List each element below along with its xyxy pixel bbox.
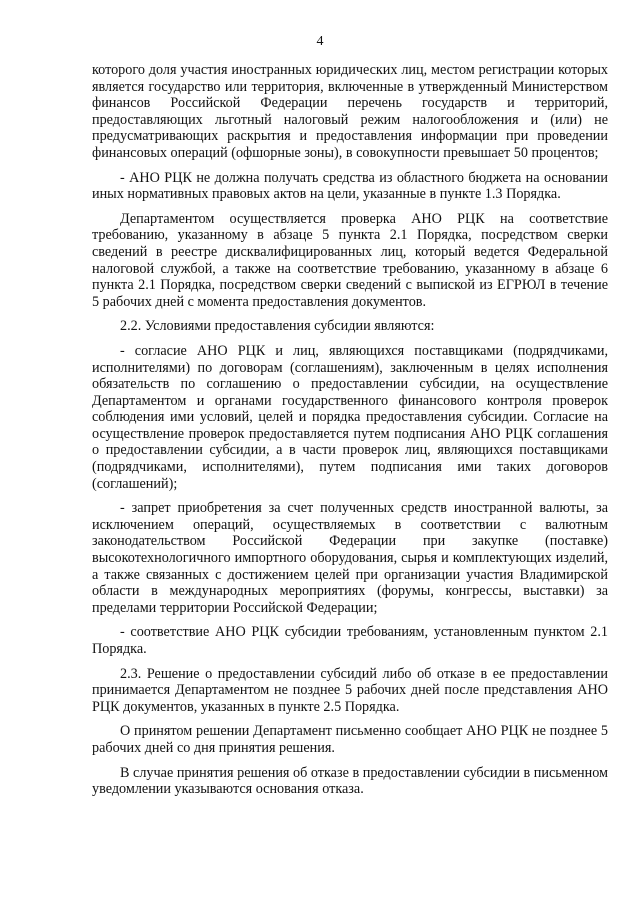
paragraph-budget-restriction: - АНО РЦК не должна получать средства из областного бюджета на основании иных нормативных правовых актов на цели, указанные в пункте 1.3 Порядка. [92,169,608,203]
page-number: 4 [316,34,324,49]
paragraph-refusal-grounds: В случае принятия решения об отказе в предоставлении субсидии в письменном уведомлении указываются основания отказа. [92,764,608,798]
paragraph-department-check: Департаментом осуществляется проверка АНО РЦК на соответствие требованию, указанному в абзаце 5 пункта 2.1 Порядка, посредством сверки сведений в реестре дисквалифицированных лиц, который ведется Федеральной налоговой службой, а также на соответствие требованию, указанному в абзаце 6 пункта 2.1 Порядка, посредством сверки сведений с выпиской из ЕГРЮЛ в течение 5 рабочих дней с момента предоставления документов. [92,210,608,310]
paragraph-decision-deadline: 2.3. Решение о предоставлении субсидий либо об отказе в ее предоставлении принимается Департаментом не позднее 5 рабочих дней после представления АНО РЦК документов, указанных в пункте 2.5 Порядка. [92,665,608,715]
paragraph-offshore-continuation: которого доля участия иностранных юридических лиц, местом регистрации которых является государство или территория, включенные в утвержденный Министерством финансов Российской Федерации перечень государств и территорий, предоставляющих льготный налоговый режим налогообложения и (или) не предусматривающих раскрытия и предоставления информации при проведении финансовых операций (офшорные зоны), в совокупности превышает 50 процентов; [92,62,608,161]
paragraph-notification: О принятом решении Департамент письменно сообщает АНО РЦК не позднее 5 рабочих дней со дня принятия решения. [92,723,608,756]
paragraph-conditions-heading: 2.2. Условиями предоставления субсидии являются: [120,318,435,335]
paragraph-currency-ban: - запрет приобретения за счет полученных средств иностранной валюты, за исключением операций, осуществляемых в соответствии с валютным законодательством Российской Федерации при закупке (поставке) высокотехнологичного импортного оборудования, сырья и комплектующих изделий, а также связанных с достижением целей при организации участия Владимирской области в международных мероприятиях (форумы, конгрессы, выставки) за пределами территории Российской Федерации; [92,500,608,616]
paragraph-compliance-requirement: - соответствие АНО РЦК субсидии требованиям, установленным пунктом 2.1 Порядка. [92,624,608,657]
paragraph-consent-condition: - согласие АНО РЦК и лиц, являющихся поставщиками (подрядчиками, исполнителями) по договорам (соглашениям), заключенным в целях исполнения обязательств по соглашению о предоставлении субсидии, на осуществление Департаментом и органами государственного финансового контроля проверок соблюдения ими условий, целей и порядка предоставления субсидии. Согласие на осуществление проверок предоставляется путем подписания АНО РЦК соглашения о предоставлении субсидии, а в части проверок лиц, являющихся поставщиками (подрядчиками, исполнителями), путем подписания ими таких договоров (соглашений); [92,342,608,492]
document-body [92,62,608,798]
